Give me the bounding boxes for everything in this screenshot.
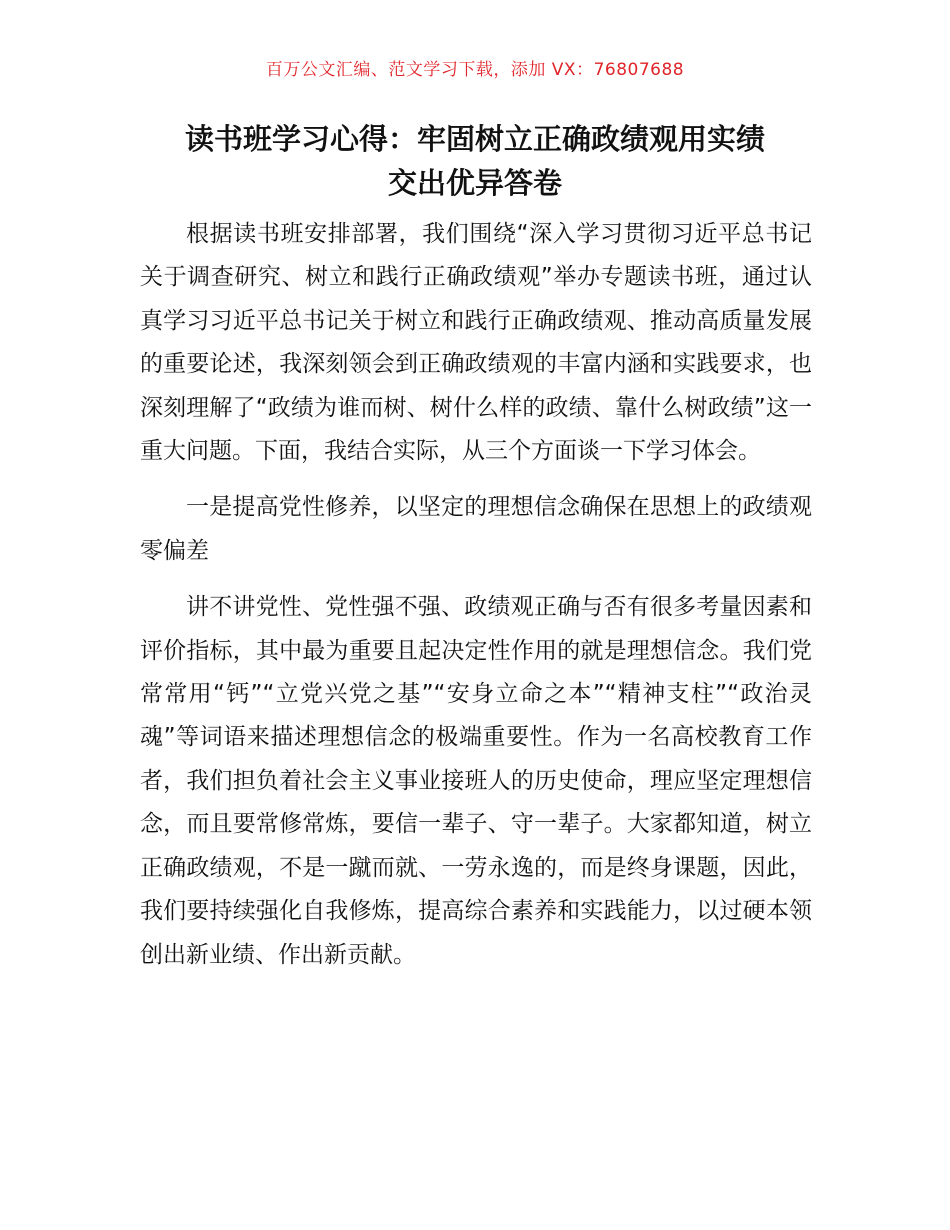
paragraph-section-body: 讲不讲党性、党性强不强、政绩观正确与否有很多考量因素和评价指标，其中最为重要且起决定性作用的就是理想信念。我们党常常用“钙”“立党兴党之基”“安身立命之本”“精神支柱”“政治灵魂”等词语来描述理想信念的极端重要性。作为一名高校教育工作者，我们担负着社会主义事业接班人的历史使命，理应坚定理想信念，而且要常修常炼，要信一辈子、守一辈子。大家都知道，树立正确政绩观，不是一蹴而就、一劳永逸的，而是终身课题，因此，我们要持续强化自我修炼，提高综合素养和实践能力，以过硬本领创出新业绩、作出新贡献。 xyxy=(140,594,812,968)
document-title-line-1: 读书班学习心得：牢固树立正确政绩观用实绩 xyxy=(184,122,765,156)
paragraph-intro: 根据读书班安排部署，我们围绕“深入学习贯彻习近平总书记关于调查研究、树立和践行正确政绩观”举办专题读书班，通过认真学习习近平总书记关于树立和践行正确政绩观、推动高质量发展的重要论述，我深刻领会到正确政绩观的丰富内涵和实践要求，也深刻理解了“政绩为谁而树、树什么样的政绩、靠什么树政绩”这一重大问题。下面，我结合实际，从三个方面谈一下学习体会。 xyxy=(140,221,812,465)
paragraph-section-heading: 一是提高党性修养，以坚定的理想信念确保在思想上的政绩观零偏差 xyxy=(140,494,812,564)
document-title xyxy=(130,117,820,205)
document-title-line-2: 交出优异答卷 xyxy=(387,166,562,200)
header-banner: 百万公文汇编、范文学习下载，添加 VX：76807688 xyxy=(265,60,685,80)
document-body xyxy=(140,213,812,990)
